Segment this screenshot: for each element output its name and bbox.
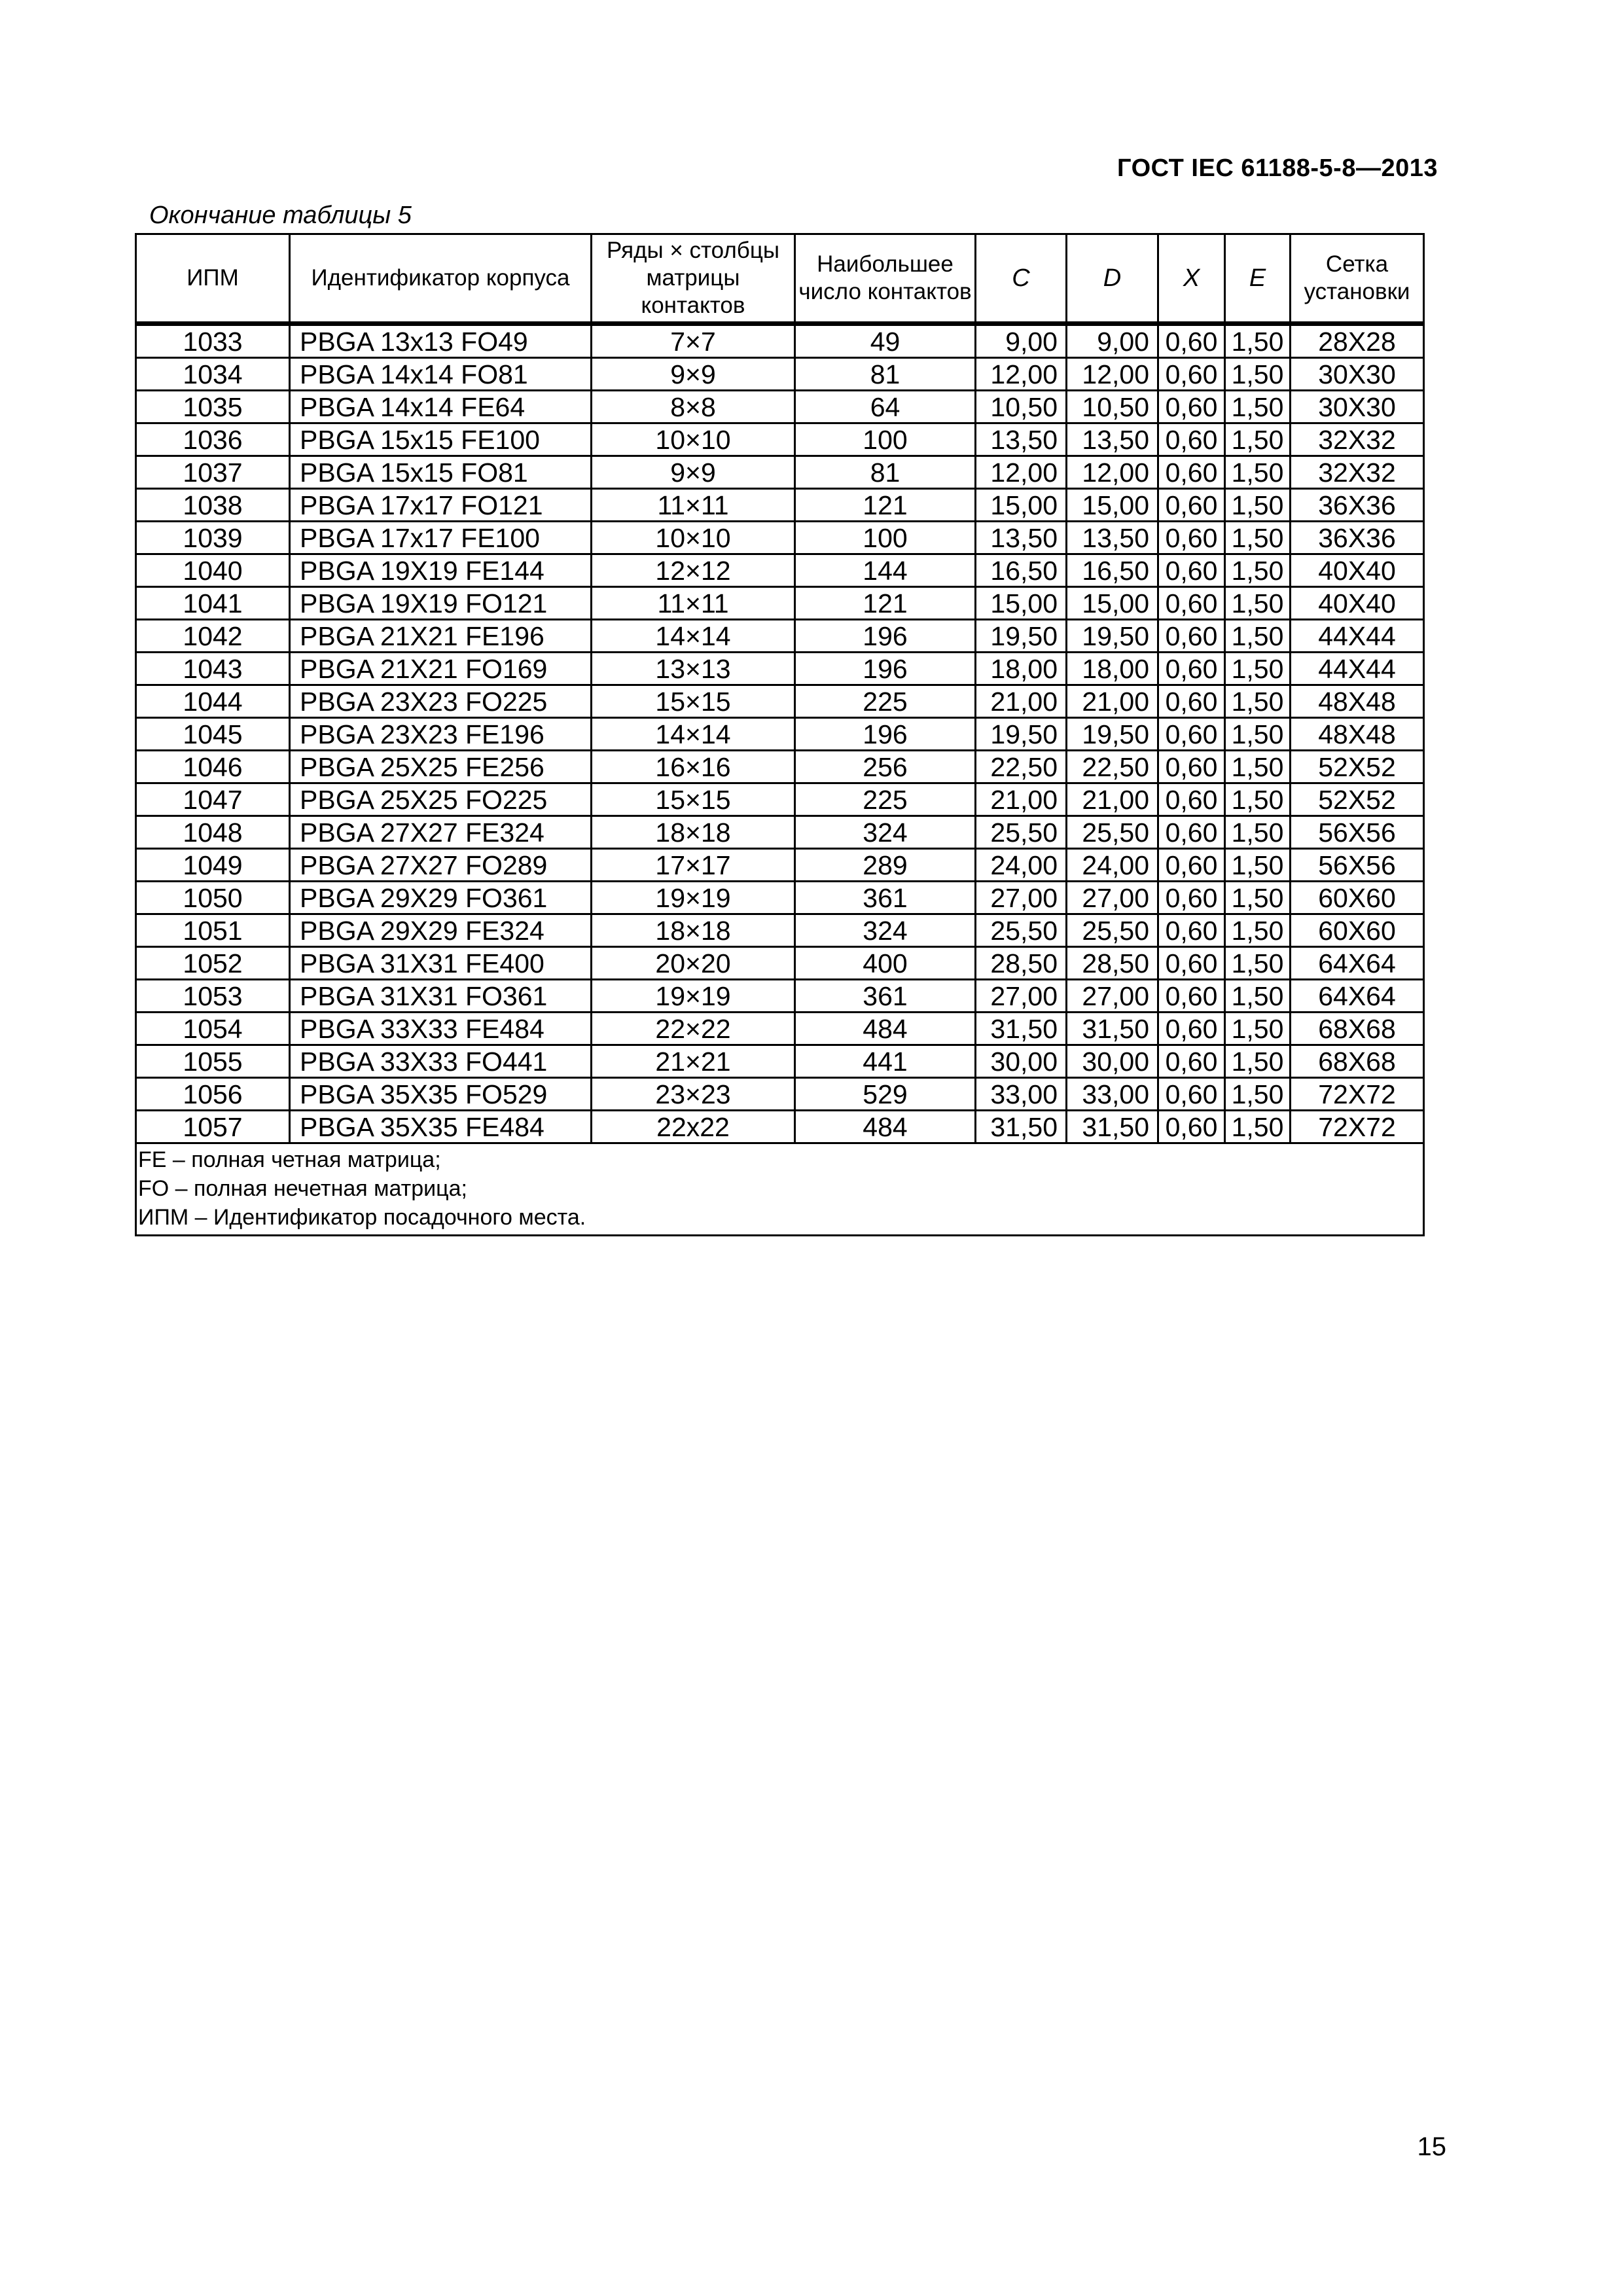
cell-grid: 36X36 bbox=[1291, 489, 1424, 522]
cell-max-contacts: 361 bbox=[795, 882, 976, 914]
notes-row bbox=[136, 1143, 1424, 1236]
cell-e: 1,50 bbox=[1225, 522, 1291, 554]
cell-matrix: 20×20 bbox=[592, 947, 795, 980]
cell-max-contacts: 81 bbox=[795, 456, 976, 489]
cell-x: 0,60 bbox=[1158, 783, 1225, 816]
cell-package-id: PBGA 29X29 FE324 bbox=[290, 914, 592, 947]
cell-grid: 72X72 bbox=[1291, 1078, 1424, 1111]
cell-d: 19,50 bbox=[1067, 718, 1158, 751]
cell-c: 16,50 bbox=[976, 554, 1067, 587]
table-row bbox=[136, 718, 1424, 751]
table-row bbox=[136, 980, 1424, 1013]
cell-grid: 64X64 bbox=[1291, 980, 1424, 1013]
cell-c: 27,00 bbox=[976, 882, 1067, 914]
table-row bbox=[136, 751, 1424, 783]
cell-grid: 52X52 bbox=[1291, 783, 1424, 816]
col-header-c: C bbox=[976, 234, 1067, 324]
cell-e: 1,50 bbox=[1225, 882, 1291, 914]
table-row bbox=[136, 1045, 1424, 1078]
cell-matrix: 10×10 bbox=[592, 423, 795, 456]
cell-max-contacts: 144 bbox=[795, 554, 976, 587]
cell-d: 15,00 bbox=[1067, 489, 1158, 522]
cell-grid: 32X32 bbox=[1291, 423, 1424, 456]
cell-ipm: 1042 bbox=[136, 620, 290, 653]
cell-x: 0,60 bbox=[1158, 456, 1225, 489]
cell-d: 21,00 bbox=[1067, 783, 1158, 816]
cell-package-id: PBGA 31X31 FE400 bbox=[290, 947, 592, 980]
cell-package-id: PBGA 35X35 FO529 bbox=[290, 1078, 592, 1111]
cell-matrix: 19×19 bbox=[592, 882, 795, 914]
cell-x: 0,60 bbox=[1158, 1078, 1225, 1111]
cell-c: 31,50 bbox=[976, 1013, 1067, 1045]
cell-c: 19,50 bbox=[976, 718, 1067, 751]
cell-matrix: 19×19 bbox=[592, 980, 795, 1013]
table-row bbox=[136, 816, 1424, 849]
cell-e: 1,50 bbox=[1225, 947, 1291, 980]
cell-c: 18,00 bbox=[976, 653, 1067, 685]
cell-d: 13,50 bbox=[1067, 423, 1158, 456]
table-row bbox=[136, 587, 1424, 620]
cell-c: 12,00 bbox=[976, 456, 1067, 489]
cell-d: 27,00 bbox=[1067, 882, 1158, 914]
cell-ipm: 1043 bbox=[136, 653, 290, 685]
table-row bbox=[136, 391, 1424, 423]
cell-ipm: 1034 bbox=[136, 358, 290, 391]
cell-x: 0,60 bbox=[1158, 554, 1225, 587]
cell-matrix: 16×16 bbox=[592, 751, 795, 783]
cell-matrix: 18×18 bbox=[592, 816, 795, 849]
table-row bbox=[136, 783, 1424, 816]
cell-matrix: 9×9 bbox=[592, 456, 795, 489]
cell-matrix: 9×9 bbox=[592, 358, 795, 391]
table-body bbox=[136, 324, 1424, 1143]
cell-e: 1,50 bbox=[1225, 816, 1291, 849]
cell-package-id: PBGA 25X25 FE256 bbox=[290, 751, 592, 783]
cell-e: 1,50 bbox=[1225, 324, 1291, 358]
table-notes bbox=[136, 1143, 1424, 1236]
cell-e: 1,50 bbox=[1225, 1045, 1291, 1078]
table-row bbox=[136, 620, 1424, 653]
cell-ipm: 1033 bbox=[136, 324, 290, 358]
table-row bbox=[136, 489, 1424, 522]
cell-package-id: PBGA 15x15 FE100 bbox=[290, 423, 592, 456]
cell-d: 16,50 bbox=[1067, 554, 1158, 587]
cell-c: 31,50 bbox=[976, 1111, 1067, 1143]
cell-ipm: 1036 bbox=[136, 423, 290, 456]
cell-package-id: PBGA 17x17 FE100 bbox=[290, 522, 592, 554]
cell-max-contacts: 100 bbox=[795, 522, 976, 554]
cell-grid: 56X56 bbox=[1291, 849, 1424, 882]
cell-grid: 68X68 bbox=[1291, 1045, 1424, 1078]
cell-x: 0,60 bbox=[1158, 423, 1225, 456]
cell-c: 13,50 bbox=[976, 522, 1067, 554]
cell-c: 25,50 bbox=[976, 816, 1067, 849]
cell-c: 13,50 bbox=[976, 423, 1067, 456]
cell-d: 30,00 bbox=[1067, 1045, 1158, 1078]
col-header-package-id: Идентификатор корпуса bbox=[290, 234, 592, 324]
cell-c: 24,00 bbox=[976, 849, 1067, 882]
cell-d: 33,00 bbox=[1067, 1078, 1158, 1111]
cell-max-contacts: 49 bbox=[795, 324, 976, 358]
cell-e: 1,50 bbox=[1225, 358, 1291, 391]
cell-grid: 64X64 bbox=[1291, 947, 1424, 980]
cell-ipm: 1044 bbox=[136, 685, 290, 718]
cell-ipm: 1054 bbox=[136, 1013, 290, 1045]
cell-matrix: 15×15 bbox=[592, 783, 795, 816]
cell-d: 12,00 bbox=[1067, 456, 1158, 489]
cell-ipm: 1053 bbox=[136, 980, 290, 1013]
cell-ipm: 1045 bbox=[136, 718, 290, 751]
cell-ipm: 1037 bbox=[136, 456, 290, 489]
cell-ipm: 1041 bbox=[136, 587, 290, 620]
cell-ipm: 1057 bbox=[136, 1111, 290, 1143]
cell-grid: 72X72 bbox=[1291, 1111, 1424, 1143]
col-header-e: E bbox=[1225, 234, 1291, 324]
col-header-d: D bbox=[1067, 234, 1158, 324]
cell-grid: 36X36 bbox=[1291, 522, 1424, 554]
cell-max-contacts: 484 bbox=[795, 1111, 976, 1143]
table-row bbox=[136, 914, 1424, 947]
cell-package-id: PBGA 27X27 FE324 bbox=[290, 816, 592, 849]
cell-package-id: PBGA 14x14 FO81 bbox=[290, 358, 592, 391]
cell-e: 1,50 bbox=[1225, 489, 1291, 522]
cell-x: 0,60 bbox=[1158, 587, 1225, 620]
cell-e: 1,50 bbox=[1225, 685, 1291, 718]
cell-e: 1,50 bbox=[1225, 1078, 1291, 1111]
cell-d: 12,00 bbox=[1067, 358, 1158, 391]
cell-e: 1,50 bbox=[1225, 914, 1291, 947]
cell-c: 15,00 bbox=[976, 489, 1067, 522]
cell-grid: 48X48 bbox=[1291, 685, 1424, 718]
cell-matrix: 23×23 bbox=[592, 1078, 795, 1111]
cell-c: 22,50 bbox=[976, 751, 1067, 783]
cell-matrix: 15×15 bbox=[592, 685, 795, 718]
cell-ipm: 1049 bbox=[136, 849, 290, 882]
cell-matrix: 17×17 bbox=[592, 849, 795, 882]
cell-matrix: 22x22 bbox=[592, 1111, 795, 1143]
cell-x: 0,60 bbox=[1158, 947, 1225, 980]
cell-x: 0,60 bbox=[1158, 980, 1225, 1013]
cell-grid: 56X56 bbox=[1291, 816, 1424, 849]
cell-c: 19,50 bbox=[976, 620, 1067, 653]
table-row bbox=[136, 358, 1424, 391]
cell-e: 1,50 bbox=[1225, 718, 1291, 751]
cell-e: 1,50 bbox=[1225, 1013, 1291, 1045]
cell-c: 28,50 bbox=[976, 947, 1067, 980]
cell-ipm: 1050 bbox=[136, 882, 290, 914]
cell-c: 9,00 bbox=[976, 324, 1067, 358]
cell-ipm: 1040 bbox=[136, 554, 290, 587]
cell-x: 0,60 bbox=[1158, 391, 1225, 423]
cell-matrix: 11×11 bbox=[592, 489, 795, 522]
cell-e: 1,50 bbox=[1225, 456, 1291, 489]
cell-matrix: 14×14 bbox=[592, 620, 795, 653]
cell-max-contacts: 225 bbox=[795, 685, 976, 718]
cell-ipm: 1046 bbox=[136, 751, 290, 783]
col-header-x: X bbox=[1158, 234, 1225, 324]
cell-c: 21,00 bbox=[976, 685, 1067, 718]
cell-matrix: 10×10 bbox=[592, 522, 795, 554]
cell-package-id: PBGA 15x15 FO81 bbox=[290, 456, 592, 489]
cell-max-contacts: 100 bbox=[795, 423, 976, 456]
cell-grid: 30X30 bbox=[1291, 358, 1424, 391]
cell-max-contacts: 121 bbox=[795, 489, 976, 522]
cell-package-id: PBGA 33X33 FE484 bbox=[290, 1013, 592, 1045]
cell-e: 1,50 bbox=[1225, 620, 1291, 653]
cell-x: 0,60 bbox=[1158, 882, 1225, 914]
cell-max-contacts: 121 bbox=[795, 587, 976, 620]
note-fe: FE – полная четная матрица; bbox=[138, 1147, 441, 1172]
cell-max-contacts: 225 bbox=[795, 783, 976, 816]
cell-d: 13,50 bbox=[1067, 522, 1158, 554]
table-row bbox=[136, 653, 1424, 685]
cell-package-id: PBGA 17x17 FO121 bbox=[290, 489, 592, 522]
cell-grid: 44X44 bbox=[1291, 620, 1424, 653]
table-row bbox=[136, 1111, 1424, 1143]
table-row bbox=[136, 1078, 1424, 1111]
table-row bbox=[136, 423, 1424, 456]
cell-c: 27,00 bbox=[976, 980, 1067, 1013]
cell-ipm: 1055 bbox=[136, 1045, 290, 1078]
table-header-row bbox=[136, 234, 1424, 324]
table-row bbox=[136, 1013, 1424, 1045]
cell-max-contacts: 256 bbox=[795, 751, 976, 783]
cell-ipm: 1056 bbox=[136, 1078, 290, 1111]
cell-c: 30,00 bbox=[976, 1045, 1067, 1078]
cell-c: 12,00 bbox=[976, 358, 1067, 391]
cell-grid: 68X68 bbox=[1291, 1013, 1424, 1045]
cell-ipm: 1035 bbox=[136, 391, 290, 423]
cell-x: 0,60 bbox=[1158, 1045, 1225, 1078]
cell-grid: 32X32 bbox=[1291, 456, 1424, 489]
cell-max-contacts: 361 bbox=[795, 980, 976, 1013]
cell-max-contacts: 484 bbox=[795, 1013, 976, 1045]
cell-matrix: 18×18 bbox=[592, 914, 795, 947]
cell-x: 0,60 bbox=[1158, 914, 1225, 947]
cell-d: 21,00 bbox=[1067, 685, 1158, 718]
cell-max-contacts: 196 bbox=[795, 653, 976, 685]
cell-c: 15,00 bbox=[976, 587, 1067, 620]
cell-ipm: 1039 bbox=[136, 522, 290, 554]
cell-x: 0,60 bbox=[1158, 849, 1225, 882]
cell-x: 0,60 bbox=[1158, 358, 1225, 391]
cell-package-id: PBGA 19X19 FE144 bbox=[290, 554, 592, 587]
cell-d: 31,50 bbox=[1067, 1013, 1158, 1045]
cell-matrix: 11×11 bbox=[592, 587, 795, 620]
cell-max-contacts: 196 bbox=[795, 718, 976, 751]
cell-e: 1,50 bbox=[1225, 980, 1291, 1013]
cell-package-id: PBGA 23X23 FO225 bbox=[290, 685, 592, 718]
cell-e: 1,50 bbox=[1225, 1111, 1291, 1143]
cell-package-id: PBGA 31X31 FO361 bbox=[290, 980, 592, 1013]
cell-x: 0,60 bbox=[1158, 620, 1225, 653]
cell-grid: 48X48 bbox=[1291, 718, 1424, 751]
cell-d: 19,50 bbox=[1067, 620, 1158, 653]
cell-max-contacts: 441 bbox=[795, 1045, 976, 1078]
cell-grid: 28X28 bbox=[1291, 324, 1424, 358]
table-row bbox=[136, 882, 1424, 914]
cell-d: 31,50 bbox=[1067, 1111, 1158, 1143]
cell-d: 24,00 bbox=[1067, 849, 1158, 882]
page-number: 15 bbox=[1417, 2132, 1446, 2161]
cell-d: 25,50 bbox=[1067, 914, 1158, 947]
cell-e: 1,50 bbox=[1225, 391, 1291, 423]
table-row bbox=[136, 554, 1424, 587]
col-header-rows-cols: Ряды × столбцы матрицы контактов bbox=[592, 234, 795, 324]
cell-c: 33,00 bbox=[976, 1078, 1067, 1111]
cell-c: 25,50 bbox=[976, 914, 1067, 947]
cell-package-id: PBGA 23X23 FE196 bbox=[290, 718, 592, 751]
cell-e: 1,50 bbox=[1225, 783, 1291, 816]
cell-d: 27,00 bbox=[1067, 980, 1158, 1013]
table-row bbox=[136, 849, 1424, 882]
cell-ipm: 1047 bbox=[136, 783, 290, 816]
cell-grid: 40X40 bbox=[1291, 587, 1424, 620]
table-caption: Окончание таблицы 5 bbox=[149, 202, 412, 229]
cell-matrix: 13×13 bbox=[592, 653, 795, 685]
cell-matrix: 21×21 bbox=[592, 1045, 795, 1078]
cell-c: 21,00 bbox=[976, 783, 1067, 816]
cell-package-id: PBGA 21X21 FO169 bbox=[290, 653, 592, 685]
cell-x: 0,60 bbox=[1158, 489, 1225, 522]
cell-max-contacts: 400 bbox=[795, 947, 976, 980]
cell-package-id: PBGA 33X33 FO441 bbox=[290, 1045, 592, 1078]
cell-matrix: 22×22 bbox=[592, 1013, 795, 1045]
cell-d: 10,50 bbox=[1067, 391, 1158, 423]
table-row bbox=[136, 456, 1424, 489]
cell-c: 10,50 bbox=[976, 391, 1067, 423]
cell-x: 0,60 bbox=[1158, 1111, 1225, 1143]
table-row bbox=[136, 324, 1424, 358]
col-header-max-contacts: Наибольшее число контактов bbox=[795, 234, 976, 324]
col-header-ipm: ИПМ bbox=[136, 234, 290, 324]
cell-x: 0,60 bbox=[1158, 324, 1225, 358]
cell-d: 25,50 bbox=[1067, 816, 1158, 849]
table-row bbox=[136, 685, 1424, 718]
cell-max-contacts: 324 bbox=[795, 816, 976, 849]
cell-matrix: 12×12 bbox=[592, 554, 795, 587]
cell-e: 1,50 bbox=[1225, 554, 1291, 587]
col-header-grid: Сетка установки bbox=[1291, 234, 1424, 324]
cell-package-id: PBGA 21X21 FE196 bbox=[290, 620, 592, 653]
cell-package-id: PBGA 29X29 FO361 bbox=[290, 882, 592, 914]
cell-package-id: PBGA 25X25 FO225 bbox=[290, 783, 592, 816]
note-ipm: ИПМ – Идентификатор посадочного места. bbox=[138, 1205, 586, 1230]
cell-ipm: 1051 bbox=[136, 914, 290, 947]
cell-x: 0,60 bbox=[1158, 685, 1225, 718]
cell-e: 1,50 bbox=[1225, 653, 1291, 685]
cell-max-contacts: 289 bbox=[795, 849, 976, 882]
cell-package-id: PBGA 35X35 FE484 bbox=[290, 1111, 592, 1143]
cell-grid: 40X40 bbox=[1291, 554, 1424, 587]
cell-x: 0,60 bbox=[1158, 653, 1225, 685]
cell-ipm: 1038 bbox=[136, 489, 290, 522]
table-row bbox=[136, 522, 1424, 554]
cell-matrix: 8×8 bbox=[592, 391, 795, 423]
cell-e: 1,50 bbox=[1225, 751, 1291, 783]
cell-d: 9,00 bbox=[1067, 324, 1158, 358]
cell-package-id: PBGA 27X27 FO289 bbox=[290, 849, 592, 882]
cell-matrix: 7×7 bbox=[592, 324, 795, 358]
cell-max-contacts: 324 bbox=[795, 914, 976, 947]
table-row bbox=[136, 947, 1424, 980]
cell-max-contacts: 529 bbox=[795, 1078, 976, 1111]
cell-d: 15,00 bbox=[1067, 587, 1158, 620]
cell-max-contacts: 196 bbox=[795, 620, 976, 653]
cell-x: 0,60 bbox=[1158, 751, 1225, 783]
cell-x: 0,60 bbox=[1158, 1013, 1225, 1045]
cell-d: 22,50 bbox=[1067, 751, 1158, 783]
cell-e: 1,50 bbox=[1225, 849, 1291, 882]
cell-ipm: 1048 bbox=[136, 816, 290, 849]
cell-matrix: 14×14 bbox=[592, 718, 795, 751]
package-table bbox=[135, 233, 1425, 1236]
cell-package-id: PBGA 13x13 FO49 bbox=[290, 324, 592, 358]
cell-package-id: PBGA 19X19 FO121 bbox=[290, 587, 592, 620]
cell-x: 0,60 bbox=[1158, 718, 1225, 751]
cell-grid: 44X44 bbox=[1291, 653, 1424, 685]
cell-e: 1,50 bbox=[1225, 587, 1291, 620]
cell-max-contacts: 81 bbox=[795, 358, 976, 391]
cell-e: 1,50 bbox=[1225, 423, 1291, 456]
cell-package-id: PBGA 14x14 FE64 bbox=[290, 391, 592, 423]
cell-grid: 30X30 bbox=[1291, 391, 1424, 423]
cell-x: 0,60 bbox=[1158, 816, 1225, 849]
cell-x: 0,60 bbox=[1158, 522, 1225, 554]
cell-ipm: 1052 bbox=[136, 947, 290, 980]
cell-grid: 60X60 bbox=[1291, 882, 1424, 914]
document-header: ГОСТ IEC 61188-5-8—2013 bbox=[1117, 154, 1438, 182]
cell-grid: 60X60 bbox=[1291, 914, 1424, 947]
note-fo: FO – полная нечетная матрица; bbox=[138, 1176, 467, 1201]
cell-max-contacts: 64 bbox=[795, 391, 976, 423]
cell-grid: 52X52 bbox=[1291, 751, 1424, 783]
cell-d: 28,50 bbox=[1067, 947, 1158, 980]
cell-d: 18,00 bbox=[1067, 653, 1158, 685]
